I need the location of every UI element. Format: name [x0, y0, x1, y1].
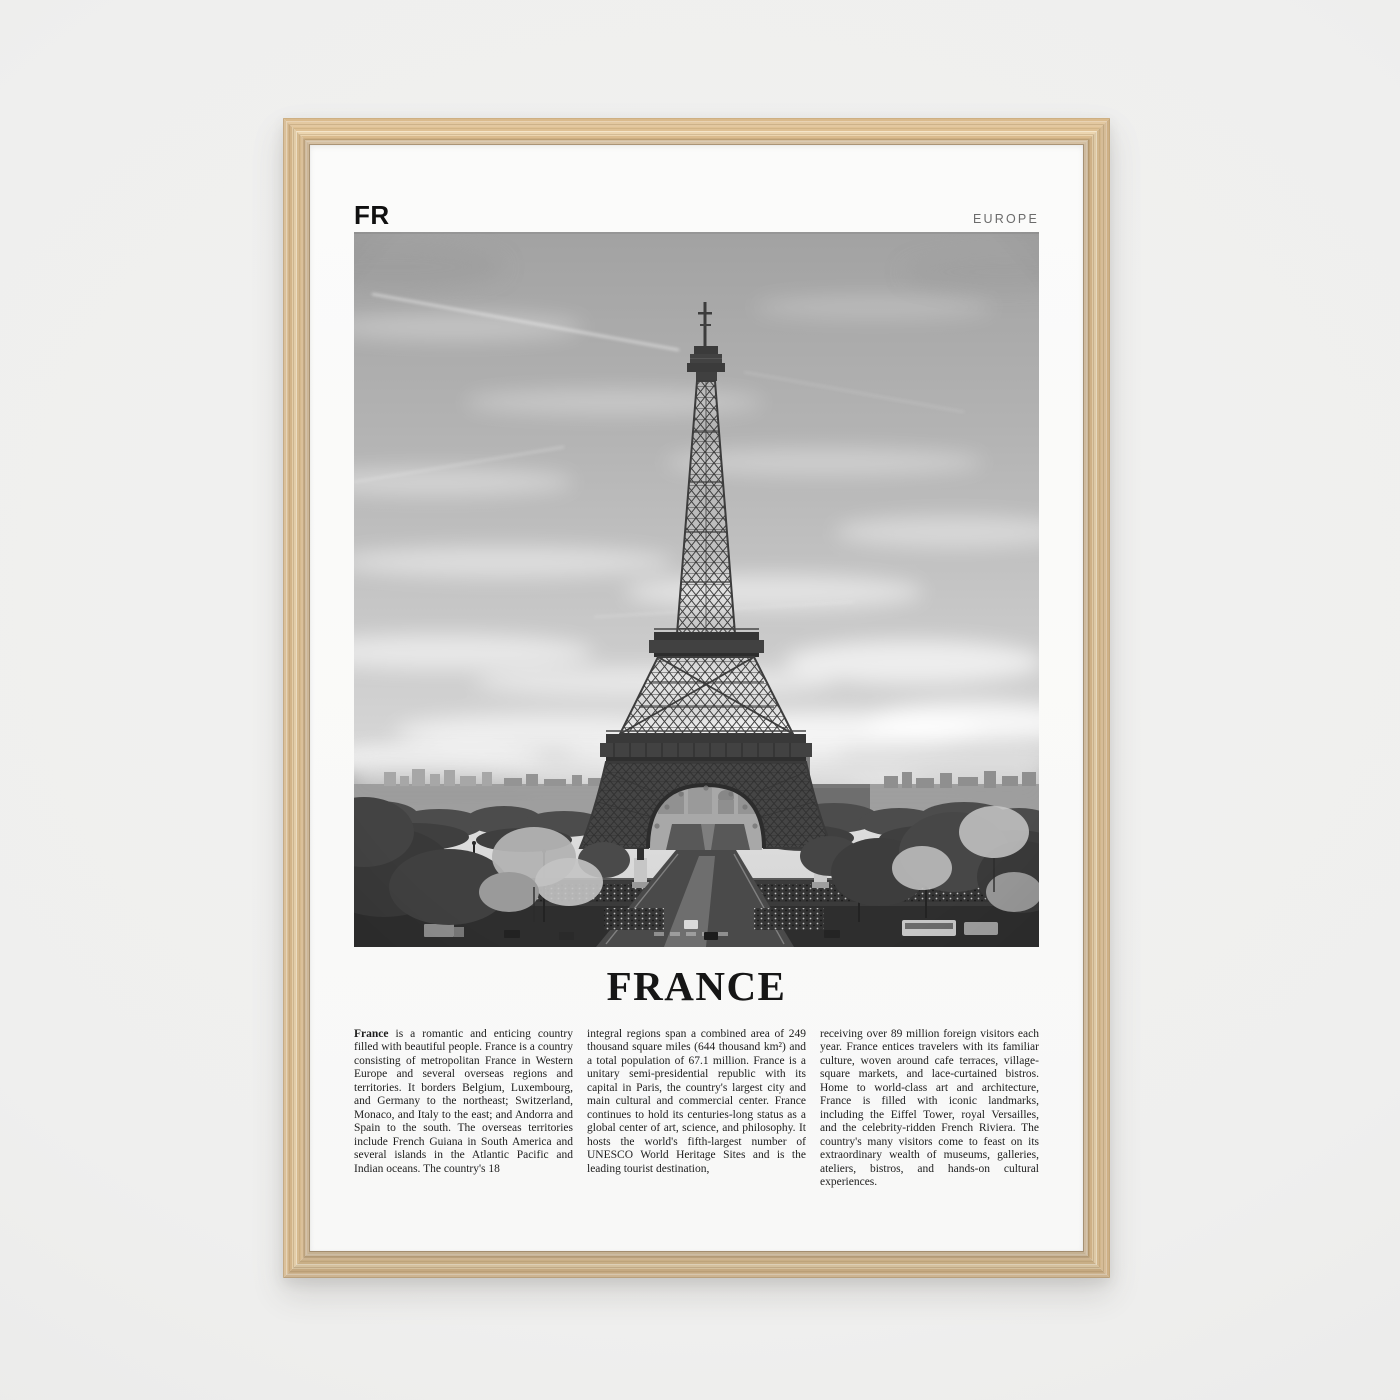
country-code-label: FR	[354, 200, 390, 230]
body-column-1-lead: France	[354, 1028, 389, 1040]
region-label: EUROPE	[973, 212, 1039, 226]
frame-side-left	[283, 118, 310, 1278]
body-column-2	[587, 1028, 806, 1189]
photo-vignette	[354, 232, 1039, 947]
frame-side-bottom	[283, 1251, 1110, 1278]
poster-frame	[283, 118, 1110, 1278]
poster	[310, 145, 1083, 1251]
poster-header	[354, 202, 1039, 228]
body-column-3	[820, 1028, 1039, 1189]
body-column-1	[354, 1028, 573, 1189]
body-column-2-text: integral regions span a combined area of 249 thousand square miles (644 thousand km²) and a total population of 67.1 million. France is a unitary semi-presidential republic with its capital in Paris, the country's largest city and main cultural and commercial center. France continues to hold its centuries-long status as a global center of art, science, and philosophy. It hosts the world's fifth-largest number of UNESCO World Heritage Sites and is the leading tourist destination,	[587, 1028, 806, 1175]
body-text	[354, 1028, 1039, 1189]
eiffel-tower-photo-art	[354, 232, 1039, 947]
poster-title: FRANCE	[606, 963, 787, 1009]
frame-side-right	[1083, 118, 1110, 1278]
frame-side-top	[283, 118, 1110, 145]
eiffel-tower-photo	[354, 232, 1039, 947]
body-column-1-text: is a romantic and enticing country filled with beautiful people. France is a country consisting of metropolitan France in Western Europe and several overseas regions and territories. It borders Belgium, Luxembourg, and Germany to the northeast; Switzerland, Monaco, and Italy to the east; and Andorra and Spain to the south. The overseas territories include French Guiana in South America and several islands in the Atlantic Pacific and Indian oceans. The country's 18	[354, 1028, 573, 1175]
body-column-3-text: receiving over 89 million foreign visitors each year. France entices travelers with its familiar culture, woven around cafe terraces, village-square markets, and lace-curtained bistros. Home to world-class art and architecture, France is filled with iconic landmarks, including the Eiffel Tower, royal Versailles, and the celebrity-ridden French Riviera. The country's many visitors come to feast on its extraordinary wealth of museums, galleries, ateliers, bistros, and hands-on cultural experiences.	[820, 1028, 1039, 1188]
